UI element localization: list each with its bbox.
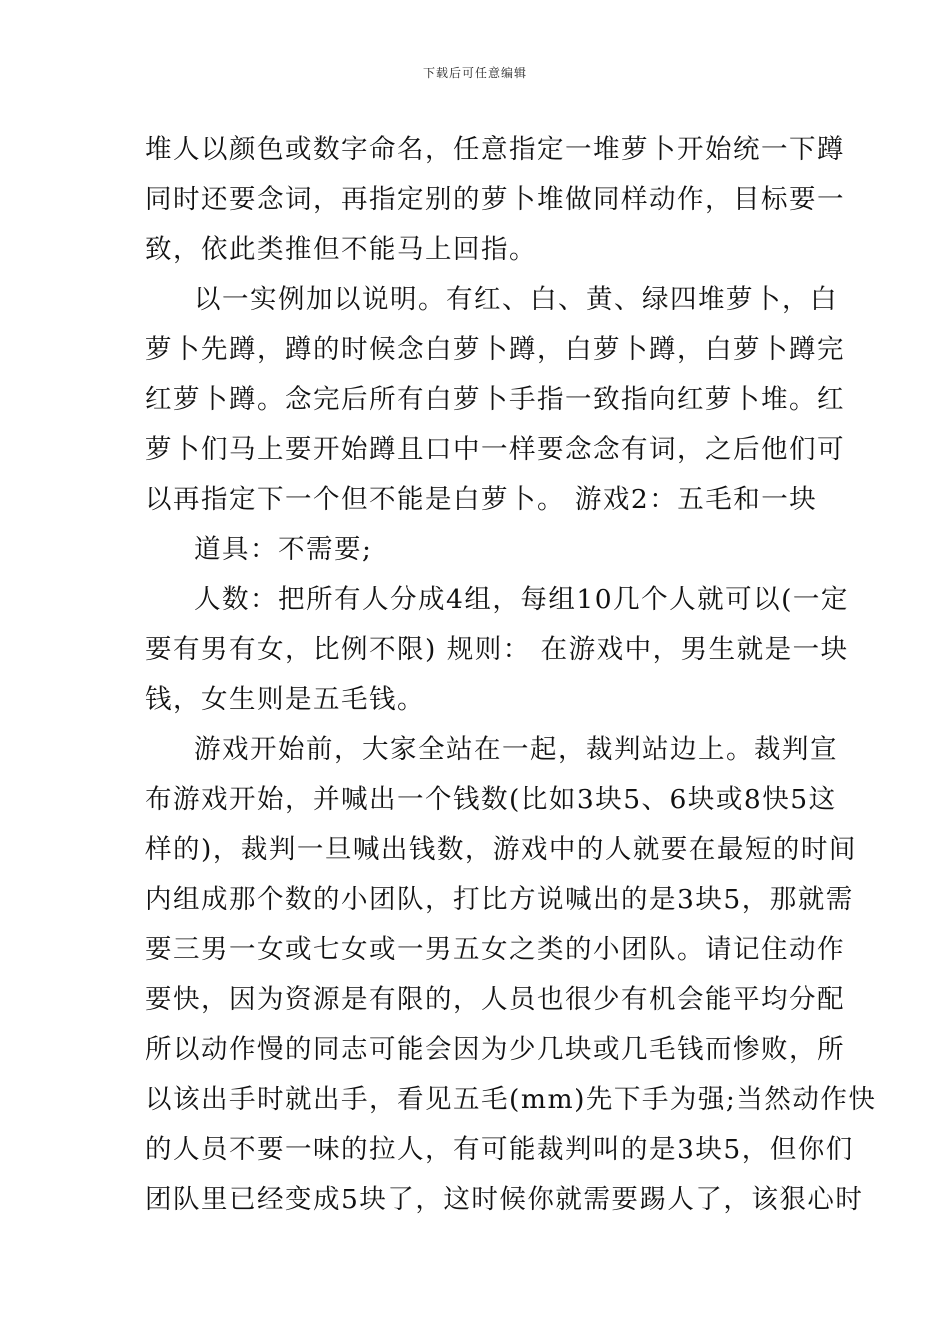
page-header: 下载后可任意编辑 — [422, 66, 527, 80]
body-line: 萝卜先蹲，蹲的时候念白萝卜蹲，白萝卜蹲，白萝卜蹲完 — [145, 334, 845, 365]
body-line: 要有男有女，比例不限) 规则： 在游戏中，男生就是一块 — [145, 634, 849, 665]
body-line: 致，依此类推但不能马上回指。 — [145, 234, 537, 265]
body-line: 团队里已经变成5块了，这时候你就需要踢人了，该狠心时 — [145, 1184, 864, 1215]
body-line: 内组成那个数的小团队，打比方说喊出的是3块5，那就需 — [145, 884, 854, 915]
body-line: 所以动作慢的同志可能会因为少几块或几毛钱而惨败，所 — [145, 1034, 845, 1065]
body-line: 样的)，裁判一旦喊出钱数，游戏中的人就要在最短的时间 — [145, 834, 857, 865]
body-line: 以一实例加以说明。有红、白、黄、绿四堆萝卜，白 — [194, 284, 838, 315]
body-line: 要快，因为资源是有限的，人员也很少有机会能平均分配 — [145, 984, 845, 1015]
body-line: 同时还要念词，再指定别的萝卜堆做同样动作，目标要一 — [145, 184, 845, 215]
body-line: 游戏开始前，大家全站在一起，裁判站边上。裁判宣 — [194, 734, 838, 765]
body-line: 钱，女生则是五毛钱。 — [145, 684, 425, 715]
body-line: 堆人以颜色或数字命名，任意指定一堆萝卜开始统一下蹲 — [145, 134, 845, 165]
body-line: 人数：把所有人分成4组，每组10几个人就可以(一定 — [194, 584, 849, 615]
body-line: 红萝卜蹲。念完后所有白萝卜手指一致指向红萝卜堆。红 — [145, 384, 845, 415]
body-line: 的人员不要一味的拉人，有可能裁判叫的是3块5，但你们 — [145, 1134, 854, 1165]
body-line: 道具：不需要; — [194, 534, 373, 565]
body-line: 要三男一女或七女或一男五女之类的小团队。请记住动作 — [145, 934, 845, 965]
body-line: 以再指定下一个但不能是白萝卜。 游戏2：五毛和一块 — [145, 484, 818, 515]
body-line: 布游戏开始，并喊出一个钱数(比如3块5、6块或8快5这 — [145, 784, 837, 815]
body-line: 以该出手时就出手，看见五毛(mm)先下手为强;当然动作快 — [145, 1084, 877, 1115]
body-line: 萝卜们马上要开始蹲且口中一样要念念有词，之后他们可 — [145, 434, 845, 465]
